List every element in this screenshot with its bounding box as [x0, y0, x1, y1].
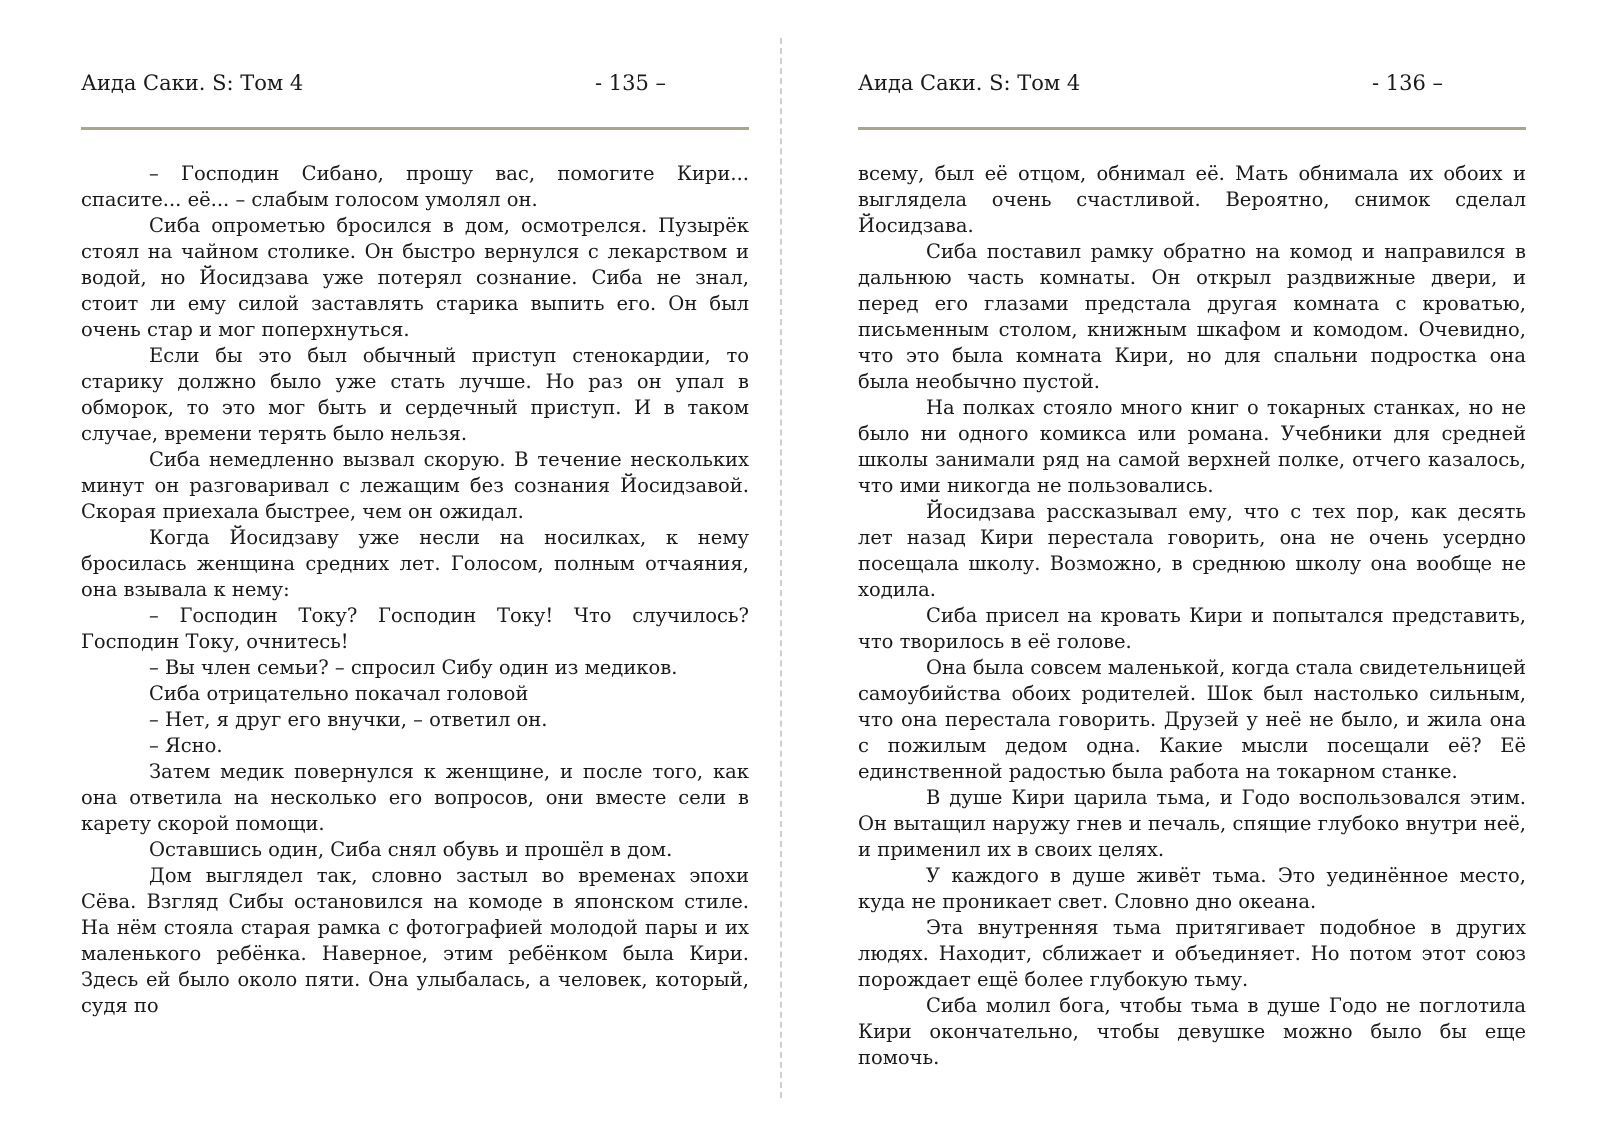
- right-page-header: [858, 66, 1526, 100]
- page-number: - 135 –: [594, 71, 666, 95]
- paragraph: – Господин Сибано, прошу вас, помогите Кири... спасите... её... – слабым голосом умолял он.: [81, 162, 749, 211]
- paragraph: В душе Кири царила тьма, и Годо воспользовался этим. Он вытащил наружу гнев и печаль, спящие глубоко внутри неё, и применил их в своих целях.: [858, 786, 1526, 861]
- header-rule: [858, 127, 1526, 130]
- paragraph: – Господин Току? Господин Току! Что случилось? Господин Току, очнитесь!: [81, 604, 749, 653]
- page-body: [81, 161, 749, 1019]
- page-number: - 136 –: [1371, 71, 1443, 95]
- right-page: [858, 0, 1526, 1131]
- page-body: [858, 161, 1526, 1071]
- paragraph-continuation: всему, был её отцом, обнимал её. Мать обнимала их обоих и выглядела очень счастливой. Вероятно, снимок сделал Йосидзава.: [858, 162, 1526, 237]
- paragraph: – Вы член семьи? – спросил Сибу один из медиков.: [149, 656, 678, 679]
- paragraph: На полках стояло много книг о токарных станках, но не было ни одного комикса или романа. Учебники для средней школы занимали ряд на самой верхней полке, отчего казалось, что ими никогда не пользовались.: [858, 396, 1526, 497]
- paragraph: Она была совсем маленькой, когда стала свидетельницей самоубийства обоих родителей. Шок был настолько сильным, что она перестала говорить. Друзей у неё не было, и жила она с пожилым дедом одна. Какие мысли посещали её? Её единственной радостью была работа на токарном станке.: [858, 656, 1526, 783]
- paragraph: Сиба немедленно вызвал скорую. В течение нескольких минут он разговаривал с лежащим без сознания Йосидзавой. Скорая приехала быстрее, чем он ожидал.: [81, 448, 749, 523]
- paragraph: Если бы это был обычный приступ стенокардии, то старику должно было уже стать лучше. Но раз он упал в обморок, то это мог быть и сердечный приступ. И в таком случае, времени терять было нельзя.: [81, 344, 749, 445]
- paragraph: Сиба присел на кровать Кири и попытался представить, что творилось в её голове.: [858, 604, 1526, 653]
- paragraph: Оставшись один, Сиба снял обувь и прошёл в дом.: [149, 838, 673, 861]
- paragraph: Дом выглядел так, словно застыл во временах эпохи Сёва. Взгляд Сибы остановился на комоде в японском стиле. На нём стояла старая рамка с фотографией молодой пары и их маленького ребёнка. Наверное, этим ребёнком была Кири. Здесь ей было около пяти. Она улыбалась, а человек, который, судя по: [81, 864, 749, 1017]
- left-page-header: [81, 66, 749, 100]
- running-title: Аида Саки. S: Том 4: [81, 71, 304, 95]
- header-rule: [81, 127, 749, 130]
- paragraph: Затем медик повернулся к женщине, и после того, как она ответила на несколько его вопросов, они вместе сели в карету скорой помощи.: [81, 760, 749, 835]
- paragraph: – Нет, я друг его внучки, – ответил он.: [149, 708, 548, 731]
- paragraph: Сиба поставил рамку обратно на комод и направился в дальнюю часть комнаты. Он открыл раздвижные двери, и перед его глазами предстала другая комната с кроватью, письменным столом, книжным шкафом и комодом. Очевидно, что это была комната Кири, но для спальни подростка она была необычно пустой.: [858, 240, 1526, 393]
- paragraph: Сиба отрицательно покачал головой: [149, 682, 529, 705]
- paragraph: Йосидзава рассказывал ему, что с тех пор, как десять лет назад Кири перестала говорить, она не очень усердно посещала школу. Возможно, в среднюю школу она вообще не ходила.: [858, 500, 1526, 601]
- left-page: [81, 0, 749, 1131]
- paragraph: – Ясно.: [149, 734, 223, 757]
- paragraph: У каждого в душе живёт тьма. Это уединённое место, куда не проникает свет. Словно дно океана.: [858, 864, 1526, 913]
- paragraph: Эта внутренняя тьма притягивает подобное в других людях. Находит, сближает и объединяет. Но потом этот союз порождает ещё более глубокую тьму.: [858, 916, 1526, 991]
- paragraph: Сиба опрометью бросился в дом, осмотрелся. Пузырёк стоял на чайном столике. Он быстро вернулся с лекарством и водой, но Йосидзава уже потерял сознание. Сиба не знал, стоит ли ему силой заставлять старика выпить его. Он был очень стар и мог поперхнуться.: [81, 214, 749, 341]
- running-title: Аида Саки. S: Том 4: [858, 71, 1081, 95]
- paragraph: Когда Йосидзаву уже несли на носилках, к нему бросилась женщина средних лет. Голосом, полным отчаяния, она взывала к нему:: [81, 526, 749, 601]
- paragraph: Сиба молил бога, чтобы тьма в душе Годо не поглотила Кири окончательно, чтобы девушке можно было бы еще помочь.: [858, 994, 1526, 1069]
- spread-divider: [780, 38, 782, 1098]
